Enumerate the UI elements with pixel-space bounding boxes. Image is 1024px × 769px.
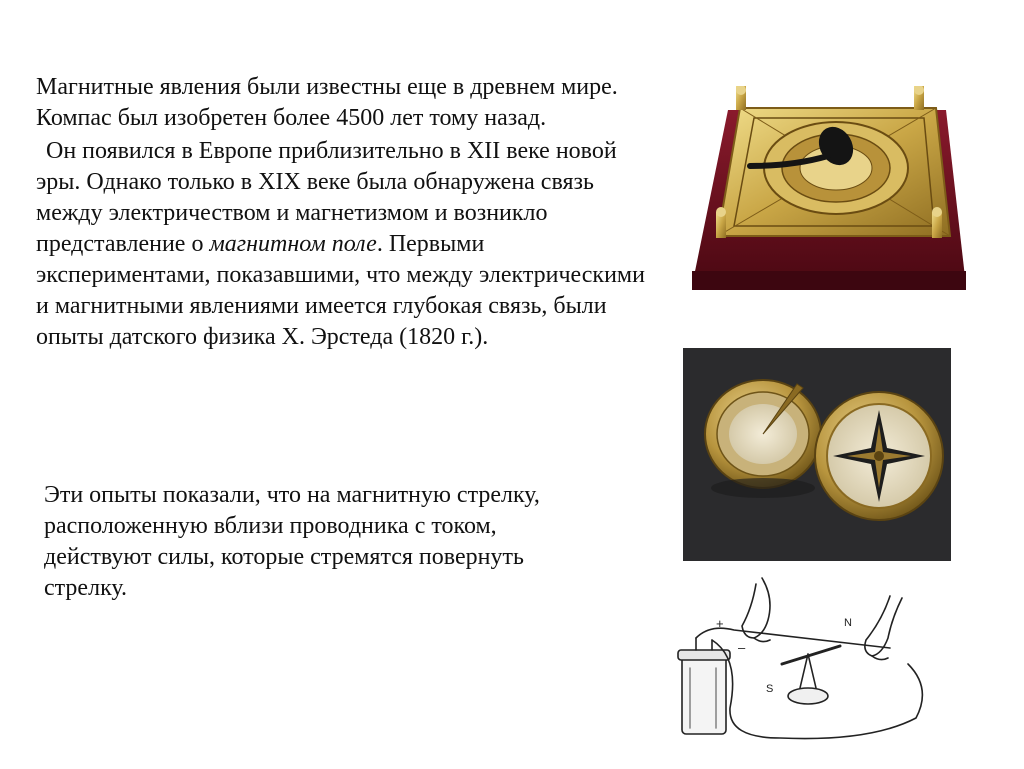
magnetic-field-term: магнитном поле — [209, 231, 377, 257]
oersted-experiment-icon — [670, 568, 940, 764]
paragraph-2-end: . Первыми экспериментами, показавшими, что между электрическими и магнитными явлениями имеется глубокая связь, были опыты датского физика Х. Эрстеда (1820 г.). — [36, 231, 645, 350]
paragraph-3: Эти опыты показали, что на магнитную стрелку, расположенную вблизи проводника с током, действуют силы, которые стремятся повернуть стрелку. — [44, 482, 540, 601]
secondary-text — [44, 480, 564, 604]
main-text — [36, 72, 656, 353]
brass-compasses-image — [683, 348, 951, 561]
ornate-compass-icon — [688, 86, 968, 296]
brass-compasses-icon — [683, 348, 951, 561]
paragraph-2-start: Он появился в Европе приблизительно в XII веке новой эры. Однако только в XIX веке была обнаружена связь между электричеством и магнетизмом и возникло представление о — [36, 138, 617, 257]
plus-label: + — [716, 616, 724, 631]
paragraph-1: Магнитные явления были известны еще в древнем мире. Компас был изобретен более 4500 лет тому назад. — [36, 74, 618, 131]
north-label: N — [844, 617, 852, 629]
paragraph-2 — [36, 136, 656, 353]
ornate-compass-image — [688, 86, 968, 296]
south-label: S — [766, 683, 774, 695]
oersted-experiment-image — [670, 568, 940, 764]
minus-label: – — [738, 640, 746, 655]
